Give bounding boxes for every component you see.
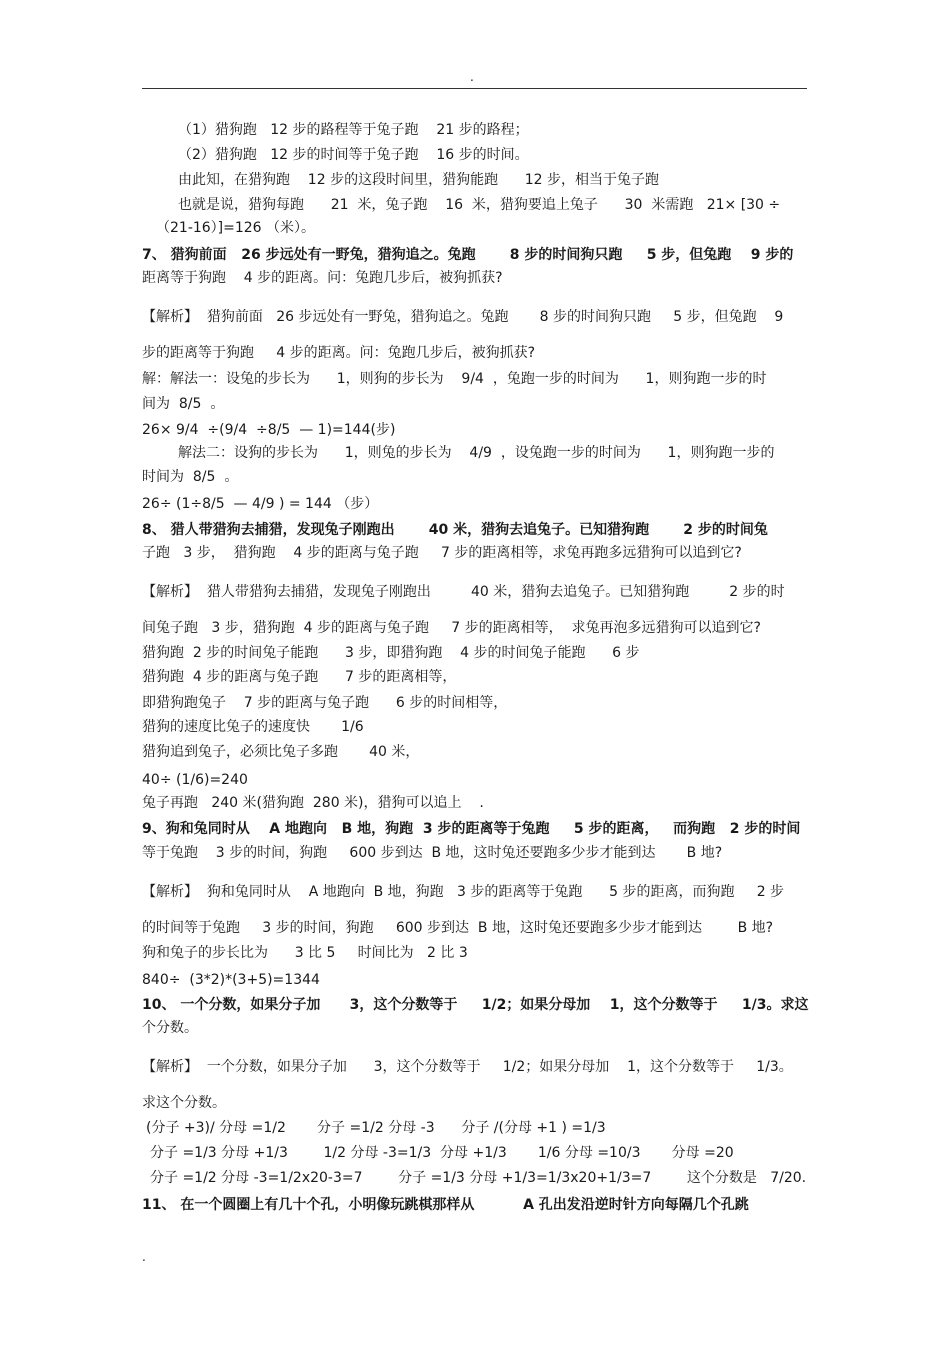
header-rule	[142, 88, 807, 89]
text-line: (分子 +3)/ 分母 =1/2 分子 =1/2 分母 -3 分子 /(分母 +1 ) =1/3	[146, 1120, 606, 1136]
text-line: 狗和兔子的步长比为 3 比 5 时间比为 2 比 3	[142, 945, 468, 961]
text-line: 40÷ (1/6)=240	[142, 772, 248, 788]
problem-7: 7、 猎狗前面 26 步远处有一野兔，猎狗追之。兔跑 8 步的时间狗只跑 5 步，但兔跑 9 步的	[142, 247, 794, 263]
text-line: 猎狗跑 2 步的时间兔子能跑 3 步，即猎狗跑 4 步的时间兔子能跑 6 步	[142, 645, 640, 661]
text-line: 由此知，在猎狗跑 12 步的这段时间里，猎狗能跑 12 步，相当于兔子跑	[178, 172, 660, 188]
text-line: 猎狗的速度比兔子的速度快 1/6	[142, 719, 364, 735]
text-line: 即猎狗跑兔子 7 步的距离与兔子跑 6 步的时间相等，	[142, 695, 508, 711]
text-line: 也就是说，猎狗每跑 21 米，兔子跑 16 米，猎狗要追上兔子 30 米需跑 21× [30 ÷	[178, 197, 781, 213]
text-line: （2）猎狗跑 12 步的时间等于兔子跑 16 步的时间。	[178, 147, 529, 163]
text-line: 解法二：设狗的步长为 1，则兔的步长为 4/9 ，设兔跑一步的时间为 1，则狗跑一步的	[178, 445, 775, 461]
problem-8: 8、 猎人带猎狗去捕猎，发现兔子刚跑出 40 米，猎狗去追兔子。已知猎狗跑 2 步的时间兔	[142, 522, 768, 538]
analysis-7: 【解析】 猎狗前面 26 步远处有一野兔，猎狗追之。兔跑 8 步的时间狗只跑 5 步，但兔跑 9	[142, 309, 784, 325]
analysis-9: 【解析】 狗和兔同时从 A 地跑向 B 地，狗跑 3 步的距离等于兔跑 5 步的距离，而狗跑 2 步	[142, 884, 785, 900]
text-line: 分子 =1/2 分母 -3=1/2x20-3=7 分子 =1/3 分母 +1/3=1/3x20+1/3=7 这个分数是 7/20.	[150, 1170, 807, 1186]
problem-9: 9、狗和兔同时从 A 地跑向 B 地，狗跑 3 步的距离等于兔跑 5 步的距离， 而狗跑 2 步的时间	[142, 821, 801, 837]
text-line: 26× 9/4 ÷(9/4 ÷8/5 — 1)=144(步)	[142, 422, 396, 438]
text-line: 个分数。	[142, 1020, 198, 1036]
text-line: 兔子再跑 240 米(猎狗跑 280 米)，猎狗可以追上 .	[142, 795, 484, 811]
text-line: 间兔子跑 3 步，猎狗跑 4 步的距离与兔子跑 7 步的距离相等， 求兔再泡多远猎狗可以追到它?	[142, 620, 761, 636]
problem-11: 11、 在一个圆圈上有几十个孔，小明像玩跳棋那样从 A 孔出发沿逆时针方向每隔几个孔跳	[142, 1197, 749, 1213]
text-line: （1）猎狗跑 12 步的路程等于兔子跑 21 步的路程；	[178, 122, 529, 138]
footer-dot: .	[142, 1250, 146, 1264]
text-line: 分子 =1/3 分母 +1/3 1/2 分母 -3=1/3 分母 +1/3 1/6 分母 =10/3 分母 =20	[150, 1145, 734, 1161]
analysis-10: 【解析】 一个分数，如果分子加 3，这个分数等于 1/2；如果分母加 1，这个分数等于 1/3。	[142, 1059, 793, 1075]
text-line: （21-16）]=126 （米）。	[156, 220, 316, 236]
text-line: 间为 8/5 。	[142, 396, 225, 412]
problem-10: 10、 一个分数，如果分子加 3，这个分数等于 1/2；如果分母加 1，这个分数等于 1/3。求这	[142, 997, 809, 1013]
text-line: 26÷ (1÷8/5 — 4/9 ) = 144 （步）	[142, 496, 379, 512]
text-line: 等于兔跑 3 步的时间，狗跑 600 步到达 B 地，这时兔还要跑多少步才能到达 B 地?	[142, 845, 723, 861]
text-line: 步的距离等于狗跑 4 步的距离。问：兔跑几步后，被狗抓获?	[142, 345, 536, 361]
text-line: 子跑 3 步， 猎狗跑 4 步的距离与兔子跑 7 步的距离相等，求兔再跑多远猎狗可以追到它?	[142, 545, 742, 561]
text-line: 的时间等于兔跑 3 步的时间，狗跑 600 步到达 B 地，这时兔还要跑多少步才能到达 B 地?	[142, 920, 774, 936]
text-line: 解：解法一：设兔的步长为 1，则狗的步长为 9/4 ，兔跑一步的时间为 1，则狗跑一步的时	[142, 371, 767, 387]
analysis-8: 【解析】 猎人带猎狗去捕猎，发现兔子刚跑出 40 米，猎狗去追兔子。已知猎狗跑 2 步的时	[142, 584, 785, 600]
text-line: 猎狗追到兔子，必须比兔子多跑 40 米，	[142, 744, 420, 760]
text-line: 840÷ (3*2)*(3+5)=1344	[142, 972, 320, 988]
text-line: 猎狗跑 4 步的距离与兔子跑 7 步的距离相等，	[142, 669, 457, 685]
header-dot: .	[470, 70, 474, 84]
text-line: 时间为 8/5 。	[142, 469, 239, 485]
text-line: 求这个分数。	[142, 1095, 226, 1111]
text-line: 距离等于狗跑 4 步的距离。问：兔跑几步后，被狗抓获?	[142, 270, 503, 286]
